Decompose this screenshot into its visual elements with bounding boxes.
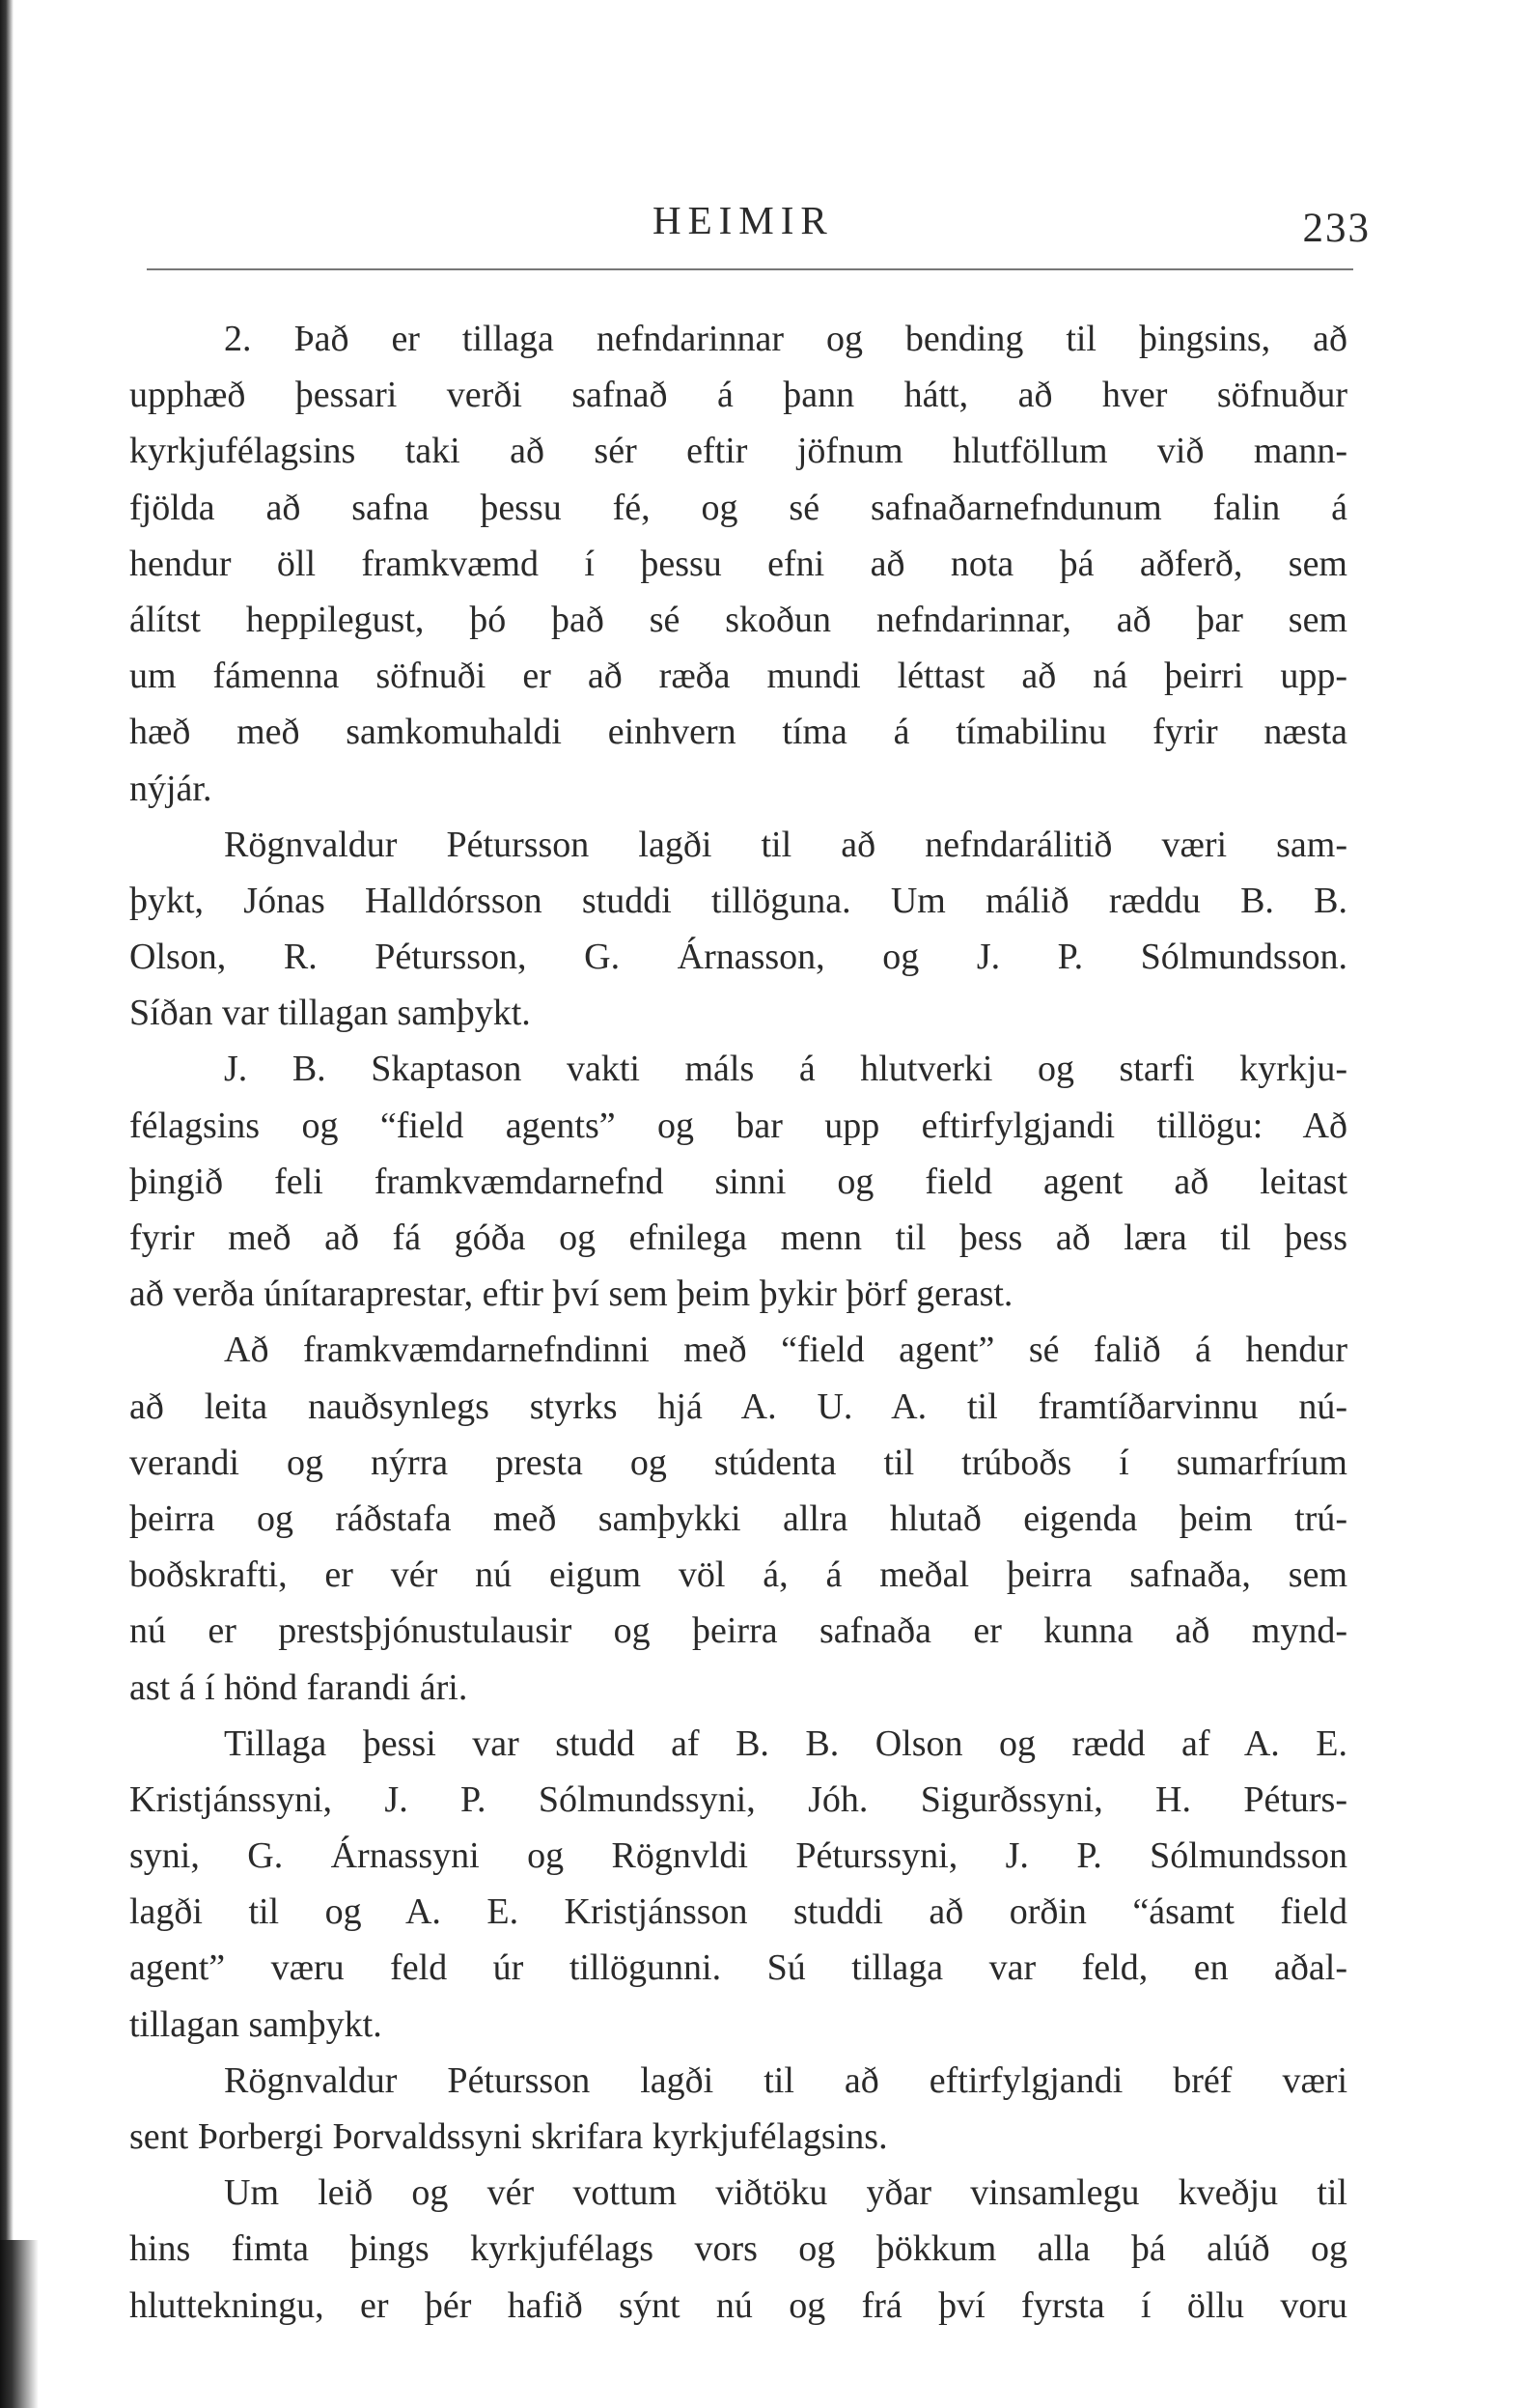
text-line: Um leið og vér vottum viðtöku yðar vinsamlegu kveðju til [224,2172,1347,2214]
text-line: fyrir með að fá góða og efnilega menn til þess að læra til þess [129,1218,1347,1258]
text-line: félagsins og “field agents” og bar upp eftirfylgjandi tillögu: Að [129,1105,1347,1146]
text-line: fjölda að safna þessu fé, og sé safnaðarnefndunum falin á [129,487,1347,528]
page-header [125,191,1371,259]
text-line: Að framkvæmdarnefndinni með “field agent” sé falið á hendur [224,1330,1347,1371]
text-line: þykt, Jónas Halldórsson studdi tillöguna. Um málið ræddu B. B. [129,880,1347,921]
text-line: J. B. Skaptason vakti máls á hlutverki og starfi kyrkju- [224,1049,1347,1090]
text-line: hins fimta þings kyrkjufélags vors og þökkum alla þá alúð og [129,2228,1347,2270]
text-line: Rögnvaldur Pétursson lagði til að nefndarálitið væri sam- [224,824,1347,865]
running-title: HEIMIR [652,198,834,242]
page-binding-edge [0,0,14,2408]
text-line: nú er prestsþjónustulausir og þeirra safnaða er kunna að mynd- [129,1610,1347,1652]
text-line: ast á í hönd farandi ári. [129,1666,468,1708]
text-line: sent Þorbergi Þorvaldssyni skrifara kyrkjufélagsins. [129,2116,888,2157]
text-line: tillagan samþykt. [129,2003,382,2045]
text-line: kyrkjufélagsins taki að sér eftir jöfnum hlutföllum við mann- [129,431,1347,472]
paragraph [129,2165,1347,2334]
paragraph [129,1322,1347,1715]
paragraph [129,2053,1347,2165]
text-line: boðskrafti, er vér nú eigum völ á, á meðal þeirra safnaða, sem [129,1554,1347,1596]
text-line: upphæð þessari verði safnað á þann hátt, að hver söfnuður [129,375,1347,416]
text-line: hæð með samkomuhaldi einhvern tíma á tímabilinu fyrir næsta [129,712,1347,753]
paragraph [129,311,1347,817]
text-line: um fámenna söfnuði er að ræða mundi léttast að ná þeirri upp- [129,656,1347,697]
text-line: að verða únítaraprestar, eftir því sem þeim þykir þörf gerast. [129,1274,1013,1315]
text-line: hluttekningu, er þér hafið sýnt nú og frá því fyrsta í öllu voru [129,2284,1347,2326]
text-line: agent” væru feld úr tillögunni. Sú tillaga var feld, en aðal- [129,1947,1347,1989]
text-line: þeirra og ráðstafa með samþykki allra hlutað eigenda þeim trú- [129,1498,1347,1539]
text-line: hendur öll framkvæmd í þessu efni að nota þá aðferð, sem [129,543,1347,584]
text-line: þingið feli framkvæmdarnefnd sinni og field agent að leitast [129,1161,1347,1202]
text-line: Olson, R. Pétursson, G. Árnasson, og J. P. Sólmundsson. [129,937,1347,978]
page-number: 233 [1302,206,1371,251]
text-line: nýjár. [129,768,212,809]
text-line: Síðan var tillagan samþykt. [129,993,531,1034]
header-rule [147,268,1353,270]
paragraph [129,1716,1347,2053]
paragraph [129,1041,1347,1322]
text-line: syni, G. Árnassyni og Rögnvldi Péturssyni, J. P. Sólmundsson [129,1835,1347,1877]
text-line: Kristjánssyni, J. P. Sólmundssyni, Jóh. Sigurðssyni, H. Péturs- [129,1778,1347,1820]
text-line: Tillaga þessi var studd af B. B. Olson og rædd af A. E. [224,1722,1347,1764]
paragraph [129,817,1347,1042]
text-line: lagði til og A. E. Kristjánsson studdi að orðin “ásamt field [129,1891,1347,1933]
text-line: verandi og nýrra presta og stúdenta til trúboðs í sumarfríum [129,1442,1347,1483]
body-text [129,311,1347,2334]
page-binding-shadow [0,2240,39,2408]
text-line: álítst heppilegust, þó það sé skoðun nefndarinnar, að þar sem [129,599,1347,640]
text-line: Rögnvaldur Pétursson lagði til að eftirfylgjandi bréf væri [224,2059,1347,2101]
text-line: að leita nauðsynlegs styrks hjá A. U. A. til framtíðarvinnu nú- [129,1386,1347,1427]
text-line: 2. Það er tillaga nefndarinnar og bending til þingsins, að [224,319,1347,359]
